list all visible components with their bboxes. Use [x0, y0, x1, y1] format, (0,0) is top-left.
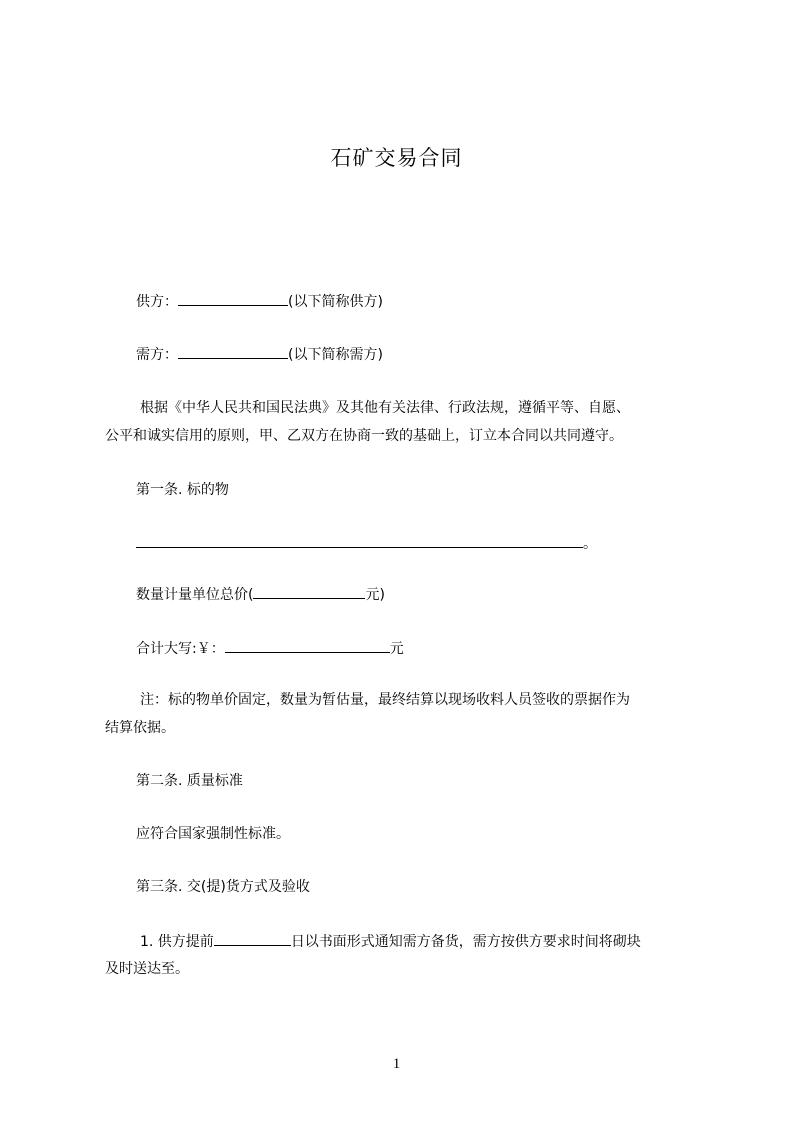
article3-item1-line-2: 及时送达至。 — [105, 961, 189, 977]
article3-item1-prefix: 1. 供方提前 — [140, 934, 214, 950]
buyer-line — [136, 344, 383, 365]
quantity-line — [136, 584, 385, 605]
article1-heading: 第一条. 标的物 — [136, 482, 229, 498]
note-line-1: 注：标的物单价固定，数量为暂估量，最终结算以现场收料人员签收的票据作为 — [140, 692, 630, 708]
quantity-label: 数量计量单位总价( — [136, 587, 254, 603]
advance-days-blank[interactable] — [214, 931, 291, 946]
total-suffix: 元 — [389, 641, 404, 657]
document-title: 石矿交易合同 — [330, 146, 463, 170]
preamble-line-2: 公平和诚实信用的原则，甲、乙双方在协商一致的基础上，订立本合同以共同遵守。 — [105, 428, 623, 444]
supplier-label: 供方： — [136, 294, 178, 310]
article3-item1-line — [140, 931, 641, 952]
page-number: 1 — [392, 1056, 401, 1072]
buyer-note: (以下简称需方) — [288, 347, 383, 363]
quantity-suffix: 元) — [365, 587, 385, 603]
subject-matter-line — [136, 533, 597, 554]
total-label: 合计大写:￥： — [136, 641, 225, 657]
article3-item1-suffix: 日以书面形式通知需方备货，需方按供方要求时间将砌块 — [290, 934, 641, 950]
preamble-line-1: 根据《中华人民共和国民法典》及其他有关法律、行政法规，遵循平等、自愿、 — [140, 400, 630, 416]
total-line — [136, 638, 404, 659]
supplier-blank[interactable] — [178, 291, 288, 306]
subject-matter-end: 。 — [583, 536, 597, 552]
buyer-label: 需方： — [136, 347, 178, 363]
quantity-blank[interactable] — [253, 584, 365, 599]
article2-body: 应符合国家强制性标准。 — [136, 826, 290, 842]
note-line-2: 结算依据。 — [105, 720, 175, 736]
total-blank[interactable] — [225, 638, 390, 653]
subject-matter-blank[interactable] — [136, 533, 583, 548]
buyer-blank[interactable] — [178, 344, 288, 359]
article2-heading: 第二条. 质量标准 — [136, 773, 243, 789]
supplier-line — [136, 291, 383, 312]
article3-heading: 第三条. 交(提)货方式及验收 — [136, 879, 310, 895]
supplier-note: (以下简称供方) — [288, 294, 383, 310]
